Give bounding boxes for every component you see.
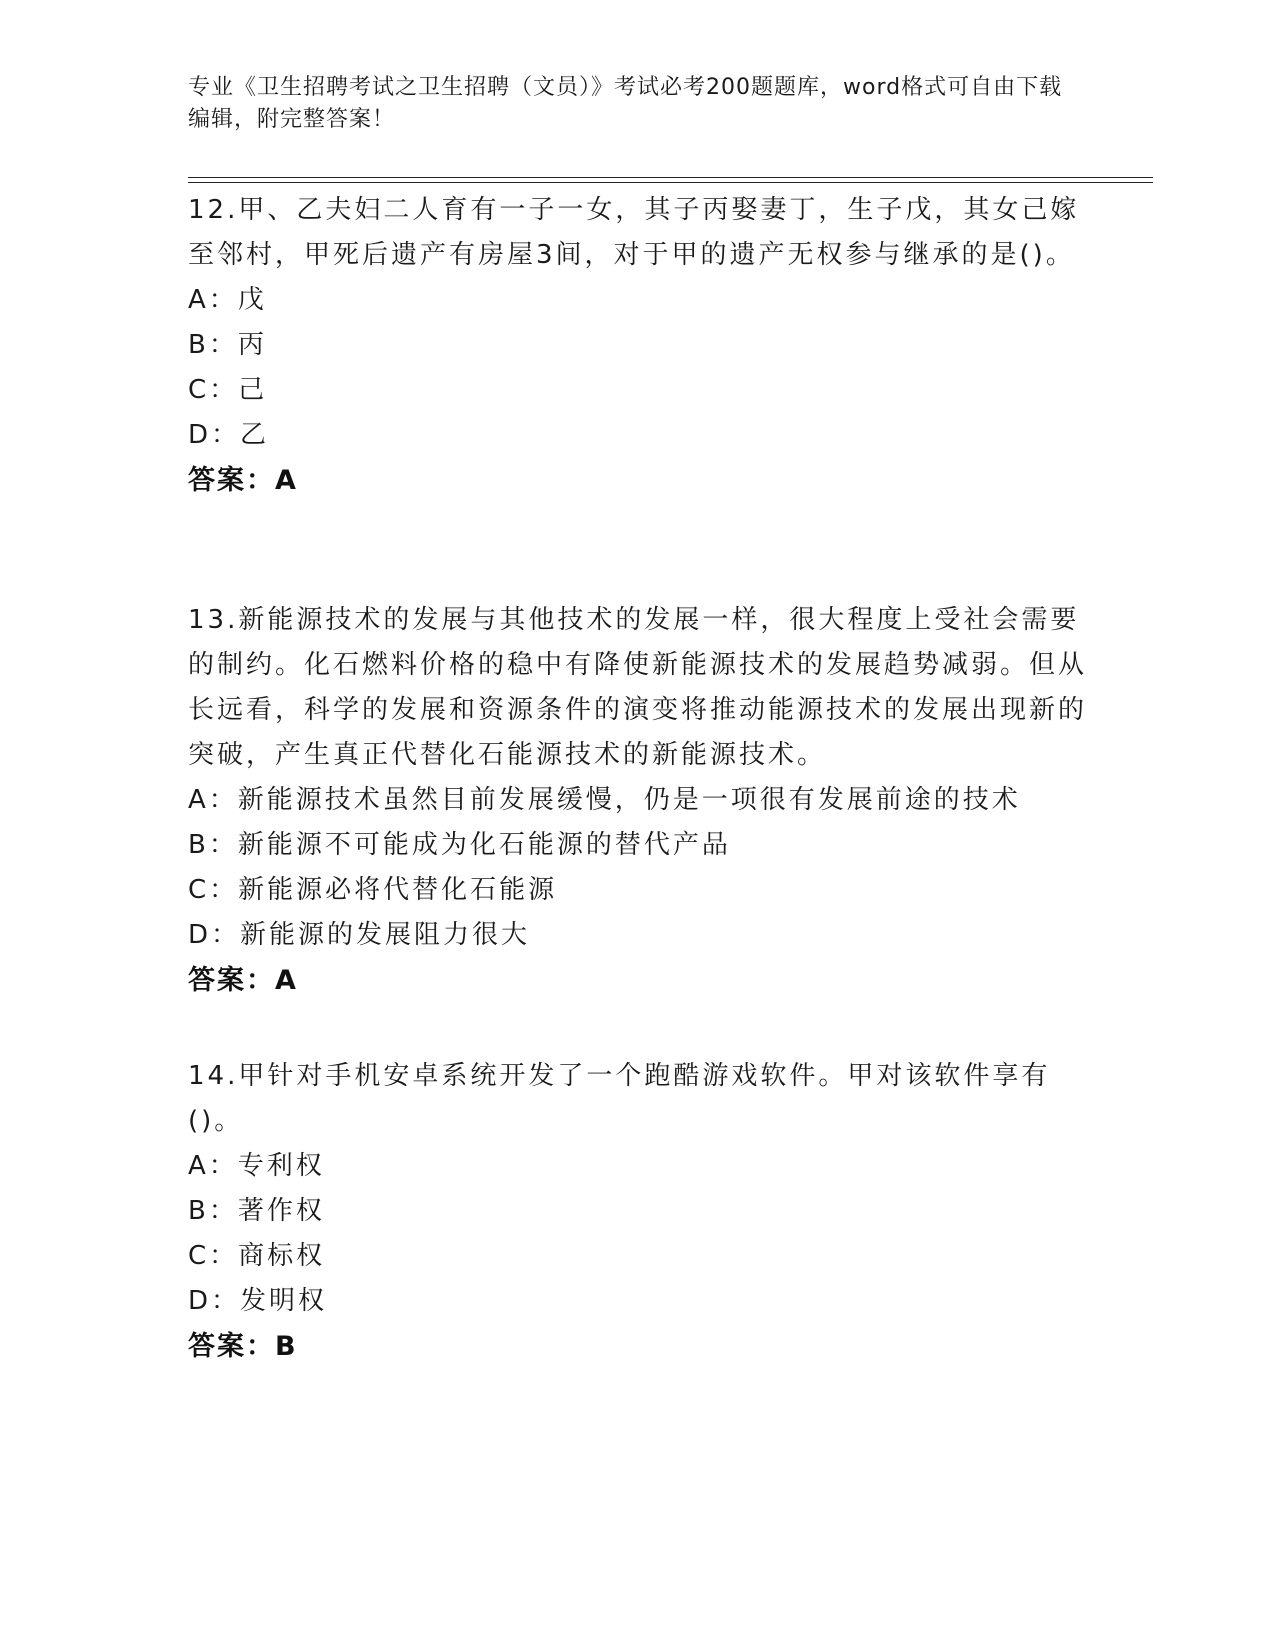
option-d: D：新能源的发展阻力很大 (188, 920, 531, 950)
question-13 (188, 598, 1088, 1003)
header-divider-top (188, 177, 1153, 178)
option-c: C：商标权 (188, 1241, 326, 1271)
answer-label: 答案：A (188, 465, 298, 496)
option-b: B：著作权 (188, 1196, 325, 1226)
option-c: C：己 (188, 375, 268, 405)
option-c: C：新能源必将代替化石能源 (188, 875, 558, 905)
question-stem: 13.新能源技术的发展与其他技术的发展一样，很大程度上受社会需要的制约。化石燃料价格的稳中有降使新能源技术的发展趋势减弱。但从长远看，科学的发展和资源条件的演变将推动能源技术的发展出现新的突破，产生真正代替化石能源技术的新能源技术。 (188, 605, 1088, 770)
question-stem: 12.甲、乙夫妇二人育有一子一女，其子丙娶妻丁，生子戊，其女己嫁至邻村，甲死后遗产有房屋3间，对于甲的遗产无权参与继承的是()。 (188, 195, 1080, 270)
option-a: A：专利权 (188, 1151, 325, 1181)
question-stem: 14.甲针对手机安卓系统开发了一个跑酷游戏软件。甲对该软件享有()。 (188, 1061, 1051, 1136)
header-divider-bottom (188, 182, 1153, 183)
answer-label: 答案：A (188, 965, 298, 996)
option-b: B：新能源不可能成为化石能源的替代产品 (188, 830, 731, 860)
option-b: B：丙 (188, 330, 267, 360)
answer-label: 答案：B (188, 1331, 298, 1362)
question-14 (188, 1054, 1088, 1369)
option-d: D：乙 (188, 420, 270, 450)
option-a: A：戊 (188, 285, 267, 315)
document-header: 专业《卫生招聘考试之卫生招聘（文员）》考试必考200题题库，word格式可自由下载编辑，附完整答案！ (188, 75, 1063, 132)
question-12 (188, 188, 1088, 503)
option-d: D：发明权 (188, 1286, 328, 1316)
option-a: A：新能源技术虽然目前发展缓慢，仍是一项很有发展前途的技术 (188, 785, 1021, 815)
